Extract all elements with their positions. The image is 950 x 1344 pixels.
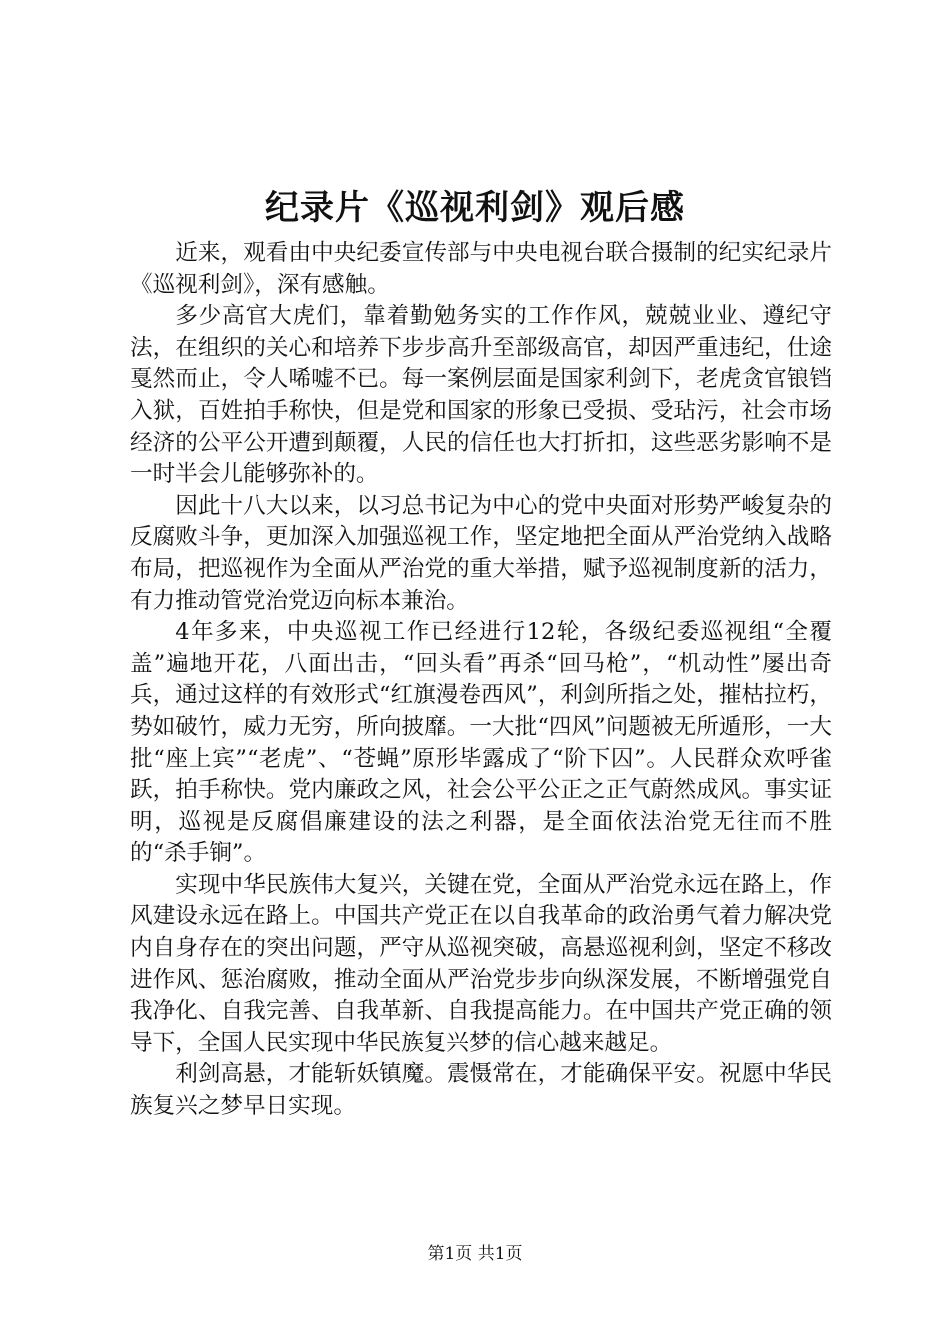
document-title: 纪录片《巡视利剑》观后感 (265, 188, 685, 228)
paragraph-4: 4年多来，中央巡视工作已经进行12轮，各级纪委巡视组“全覆盖”遍地开花，八面出击，“回头看”再杀“回马枪”，“机动性”屡出奇兵，通过这样的有效形式“红旗漫卷西风”，利剑所指之处，摧枯拉朽，势如破竹，威力无穷，所向披靡。一大批“四风”问题被无所遁形，一大批“座上宾”“老虎”、“苍蝇”原形毕露成了“阶下囚”。人民群众欢呼雀跃，拍手称快。党内廉政之风，社会公平公正之正气蔚然成风。事实证明，巡视是反腐倡廉建设的法之利器，是全面依法治党无往而不胜的“杀手锏”。 (130, 619, 832, 867)
document-body (130, 238, 832, 1123)
page-number-footer: 第1页 共1页 (427, 1244, 523, 1264)
paragraph-6: 利剑高悬，才能斩妖镇魔。震慑常在，才能确保平安。祝愿中华民族复兴之梦早日实现。 (130, 1061, 832, 1120)
paragraph-5: 实现中华民族伟大复兴，关键在党，全面从严治党永远在路上，作风建设永远在路上。中国共产党正在以自我革命的政治勇气着力解决党内自身存在的突出问题，严守从巡视突破，高悬巡视利剑，坚定不移改进作风、惩治腐败，推动全面从严治党步步向纵深发展，不断增强党自我净化、自我完善、自我革新、自我提高能力。在中国共产党正确的领导下，全国人民实现中华民族复兴梦的信心越来越足。 (130, 871, 832, 1056)
paragraph-3: 因此十八大以来，以习总书记为中心的党中央面对形势严峻复杂的反腐败斗争，更加深入加强巡视工作，坚定地把全面从严治党纳入战略布局，把巡视作为全面从严治党的重大举措，赋予巡视制度新的活力，有力推动管党治党迈向标本兼治。 (130, 492, 832, 614)
paragraph-1: 近来，观看由中央纪委宣传部与中央电视台联合摄制的纪实纪录片《巡视利剑》，深有感触。 (130, 240, 832, 298)
paragraph-2: 多少高官大虎们，靠着勤勉务实的工作作风，兢兢业业、遵纪守法，在组织的关心和培养下步步高升至部级高官，却因严重违纪，仕途戛然而止，令人唏嘘不已。每一案例层面是国家利剑下，老虎贪官锒铛入狱，百姓拍手称快，但是党和国家的形象已受损、受玷污，社会市场经济的公平公开遭到颠覆，人民的信任也大打折扣，这些恶劣影响不是一时半会儿能够弥补的。 (130, 303, 832, 488)
